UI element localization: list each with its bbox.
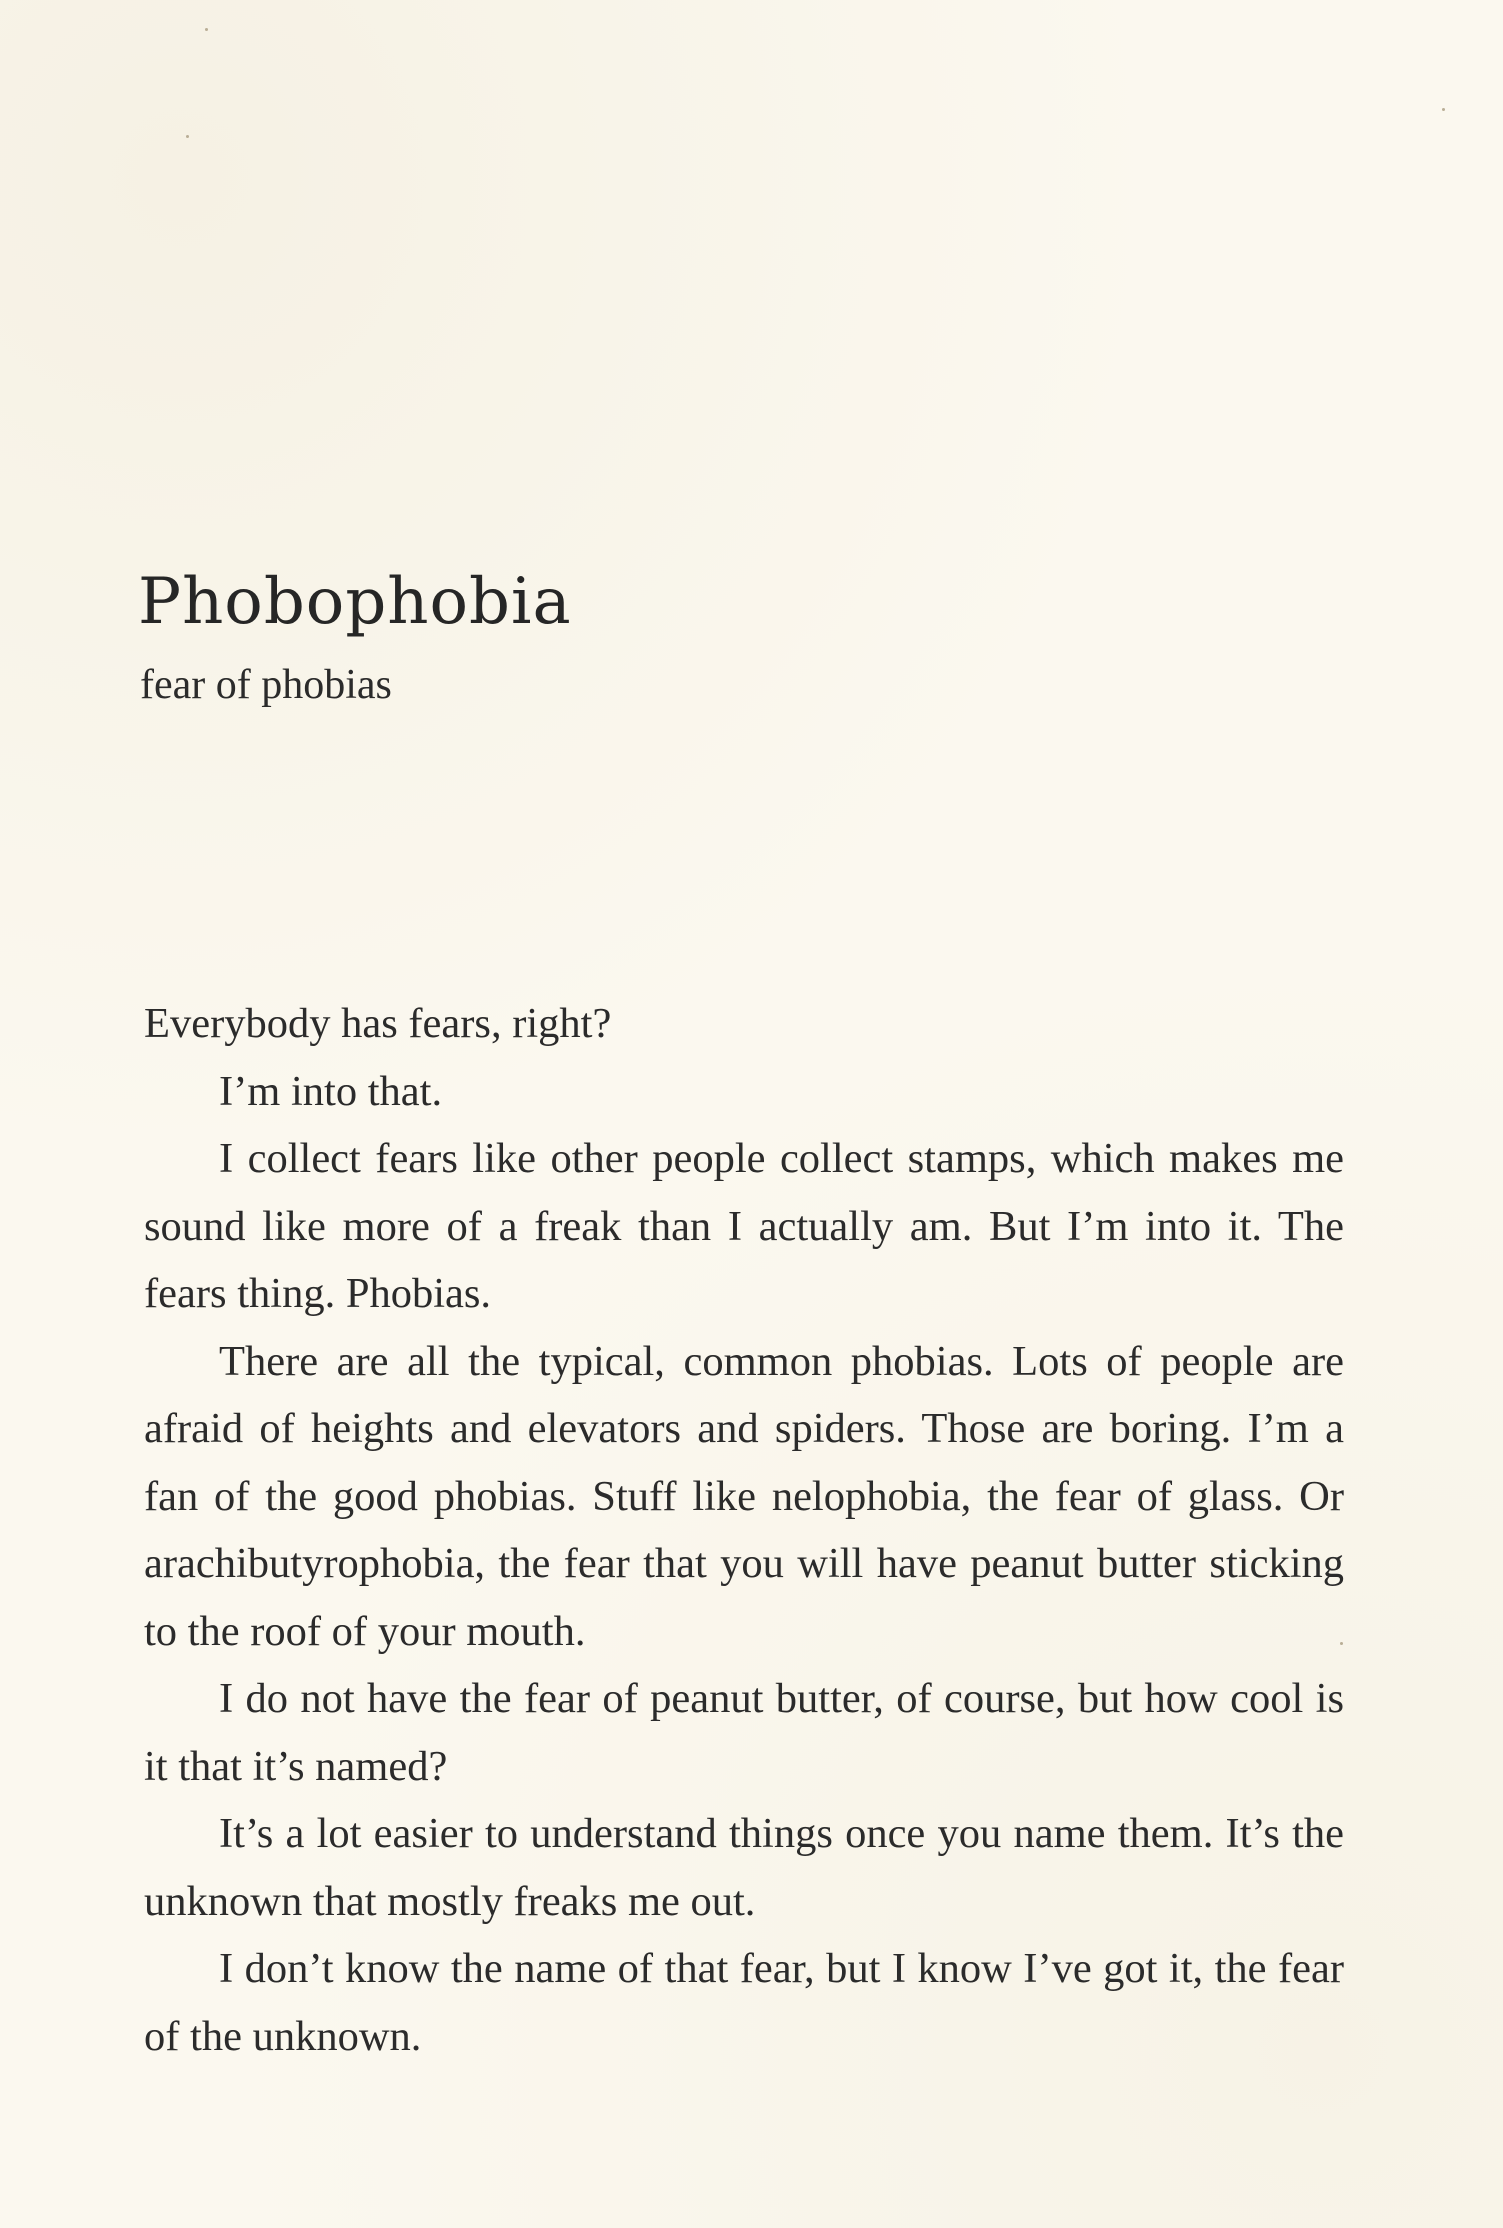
chapter-title: Phobophobia — [138, 565, 572, 639]
paragraph: I do not have the fear of peanut butter, of course, but how cool is it that it’s named? — [144, 1675, 1344, 1790]
chapter-subtitle: fear of phobias — [140, 662, 392, 708]
paper-speck — [205, 28, 208, 31]
paragraph: Everybody has fears, right? — [144, 1000, 612, 1047]
body-text — [144, 990, 1344, 2070]
paper-speck — [1442, 108, 1445, 111]
paragraph: I don’t know the name of that fear, but I know I’ve got it, the fear of the unknown. — [144, 1945, 1344, 2060]
paragraph: It’s a lot easier to understand things once you name them. It’s the unknown that mostly freaks me out. — [144, 1810, 1344, 1925]
paper-speck — [186, 135, 189, 138]
paragraph: I collect fears like other people collect stamps, which makes me sound like more of a freak than I actually am. But I’m into it. The fears thing. Phobias. — [144, 1135, 1344, 1317]
paragraph: I’m into that. — [219, 1067, 443, 1115]
paragraph: There are all the typical, common phobias. Lots of people are afraid of heights and elevators and spiders. Those are boring. I’m a fan of the good phobias. Stuff like nelophobia, the fear of glass. Or arachibutyrophobia, the fear that you will have peanut butter sticking to the roof of your mouth. — [144, 1337, 1344, 1655]
